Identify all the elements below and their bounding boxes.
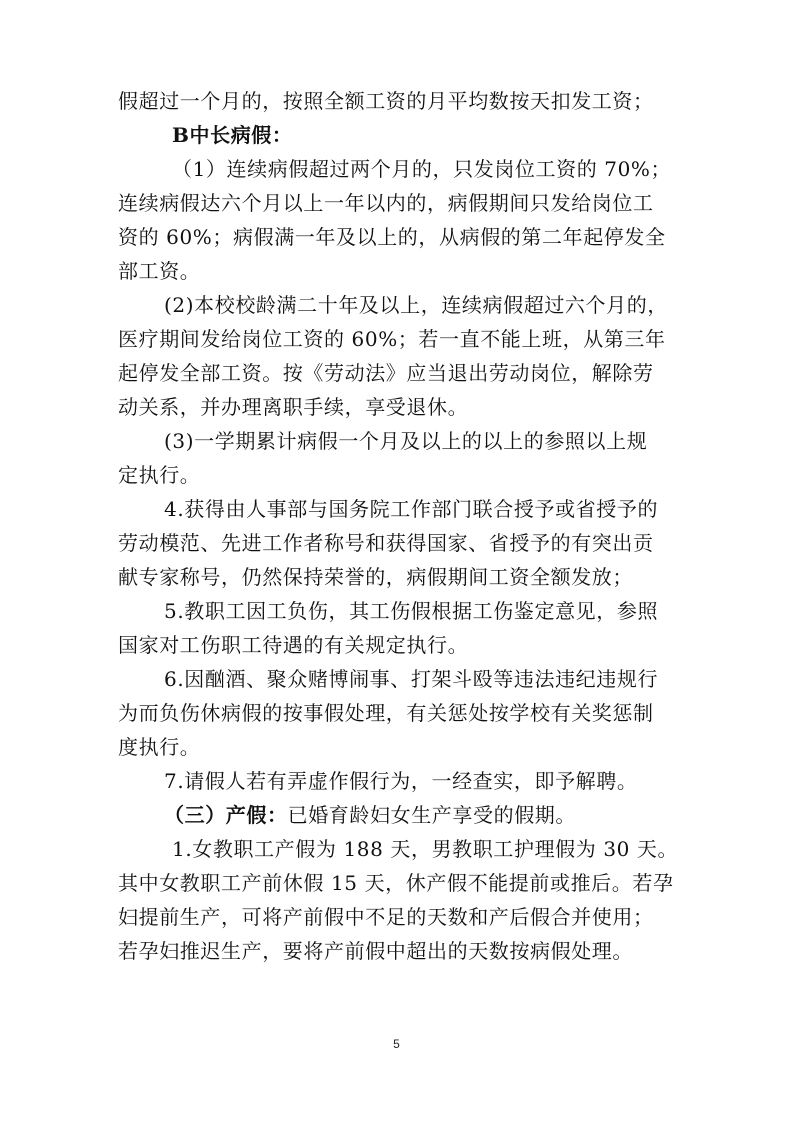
- paragraph-line: 起停发全部工资。按《劳动法》应当退出劳动岗位，解除劳: [118, 361, 654, 385]
- paragraph-line: （1）连续病假超过两个月的，只发岗位工资的 70%；: [172, 157, 672, 181]
- paragraph-line: 献专家称号，仍然保持荣誉的，病假期间工资全额发放；: [118, 565, 633, 589]
- section-heading-long-sick-leave: B中长病假：: [172, 123, 293, 147]
- paragraph-line: (2)本校校龄满二十年及以上，连续病假超过六个月的，: [164, 293, 668, 317]
- maternity-leave-line: [164, 800, 744, 830]
- paragraph-line: 定执行。: [118, 463, 201, 487]
- paragraph-line: 医疗期间发给岗位工资的 60%；若一直不能上班，从第三年: [118, 327, 666, 351]
- paragraph-line: 国家对工伤职工待遇的有关规定执行。: [118, 633, 469, 657]
- paragraph-line: 为而负伤休病假的按事假处理，有关惩处按学校有关奖惩制: [118, 701, 654, 725]
- paragraph-line: 资的 60%；病假满一年及以上的，从病假的第二年起停发全: [118, 225, 666, 249]
- paragraph-line: 1.女教职工产假为 188 天，男教职工护理假为 30 天。: [172, 837, 679, 861]
- paragraph-line: 假超过一个月的，按照全额工资的月平均数按天扣发工资；: [118, 89, 654, 113]
- paragraph-line: 度执行。: [118, 735, 201, 759]
- paragraph-line: 劳动模范、先进工作者称号和获得国家、省授予的有突出贡: [118, 531, 654, 555]
- paragraph-line: 动关系，并办理离职手续，享受退休。: [118, 395, 469, 419]
- section-heading-maternity-leave: （三）产假：: [164, 803, 288, 827]
- paragraph-line: 其中女教职工产前休假 15 天，休产假不能提前或推后。若孕: [118, 871, 674, 895]
- paragraph-line: 7.请假人若有弄虚作假行为，一经查实，即予解聘。: [164, 769, 638, 793]
- paragraph-line: 妇提前生产，可将产前假中不足的天数和产后假合并使用；: [118, 905, 654, 929]
- paragraph-line: 连续病假达六个月以上一年以内的，病假期间只发给岗位工: [118, 191, 654, 215]
- paragraph-line: 若孕妇推迟生产，要将产前假中超出的天数按病假处理。: [118, 939, 633, 963]
- maternity-leave-definition: 已婚育龄妇女生产享受的假期。: [287, 803, 577, 827]
- paragraph-line: (3)一学期累计病假一个月及以上的以上的参照以上规: [164, 429, 648, 453]
- page-number: 5: [393, 1037, 400, 1051]
- paragraph-line: 5.教职工因工负伤，其工伤假根据工伤鉴定意见，参照: [164, 599, 659, 623]
- paragraph-line: 4.获得由人事部与国务院工作部门联合授予或省授予的: [164, 497, 659, 521]
- paragraph-line: 部工资。: [118, 259, 201, 283]
- paragraph-line: 6.因酗酒、聚众赌博闹事、打架斗殴等违法违纪违规行: [164, 667, 659, 691]
